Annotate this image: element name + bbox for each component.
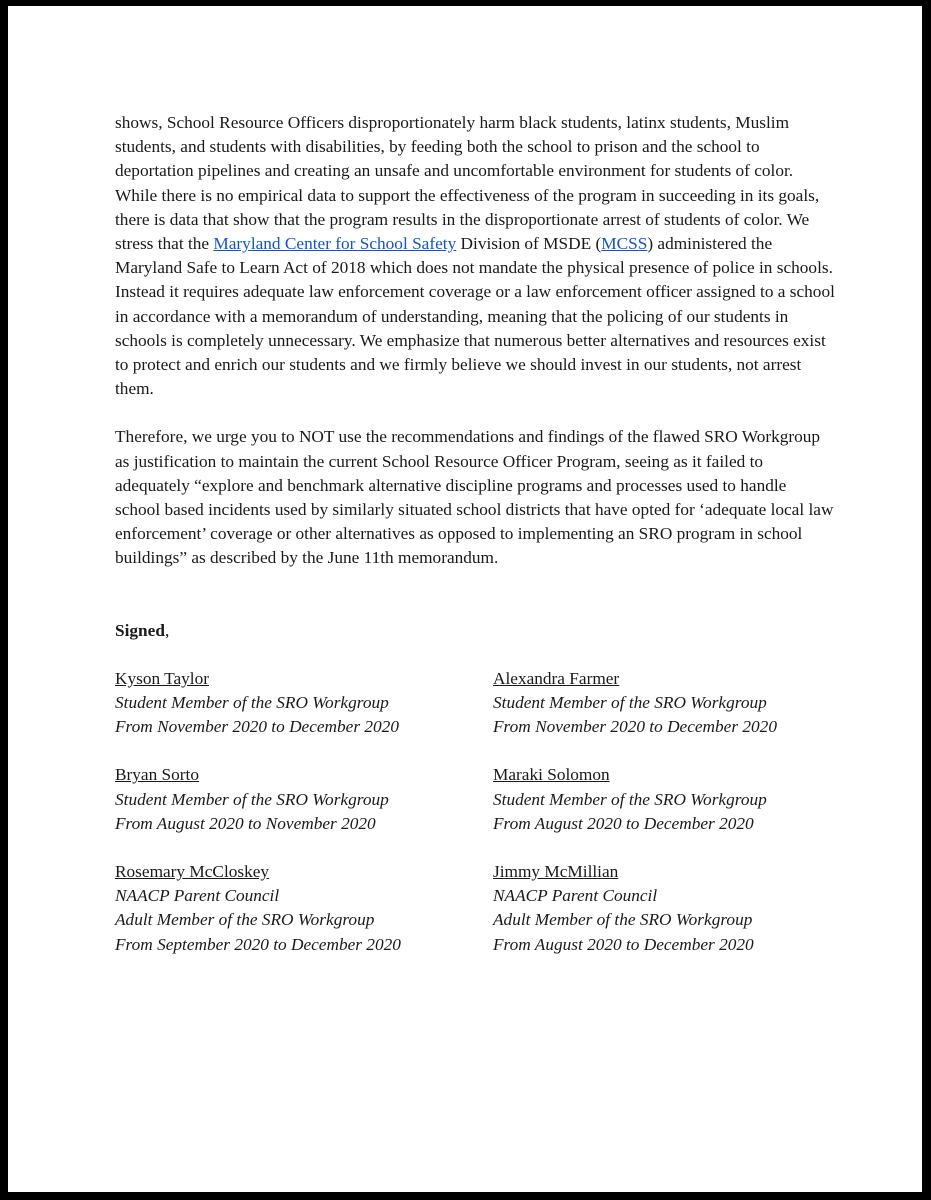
signatory-affiliation: NAACP Parent Council xyxy=(493,886,658,906)
document-page xyxy=(8,6,922,1192)
signatory-name: Alexandra Farmer xyxy=(493,668,620,688)
signatory-block xyxy=(493,763,833,836)
signatory-dates: From August 2020 to December 2020 xyxy=(493,813,754,833)
signatory-name: Maraki Solomon xyxy=(493,765,610,785)
signatory-role: Student Member of the SRO Workgroup xyxy=(115,693,389,713)
signed-label xyxy=(115,619,835,643)
signatory-block xyxy=(115,667,493,740)
signatory-block xyxy=(493,860,833,957)
mcss-link[interactable]: MCSS xyxy=(601,234,648,254)
signatory-affiliation: NAACP Parent Council xyxy=(115,886,280,906)
maryland-center-for-school-safety-link[interactable]: Maryland Center for School Safety xyxy=(213,234,457,254)
signatory-dates: From November 2020 to December 2020 xyxy=(493,717,777,737)
letter-body xyxy=(115,111,835,957)
signatory-name: Bryan Sorto xyxy=(115,765,200,785)
signatories-grid xyxy=(115,667,835,957)
signatory-name: Rosemary McCloskey xyxy=(115,862,270,882)
signatory-block xyxy=(115,763,493,836)
signatory-role: Student Member of the SRO Workgroup xyxy=(493,693,767,713)
signatory-name: Kyson Taylor xyxy=(115,668,209,688)
signatory-block xyxy=(115,860,493,957)
signatory-block xyxy=(493,667,833,740)
paragraph-1-text-a: shows, School Resource Officers disproportionately harm black students, latinx students, Muslim students, and students with disabilities, by feeding both the school to prison and the school to deportation pipelines and creating an unsafe and uncomfortable environment for students of color. While there is no empirical data to support the effectiveness of the program in succeeding in its goals, there is data that show that the program results in the disproportionate arrest of students of color. We stress that the xyxy=(115,113,820,254)
signatory-dates: From August 2020 to December 2020 xyxy=(493,934,754,954)
signatory-role: Student Member of the SRO Workgroup xyxy=(115,789,389,809)
paragraph-1-text-c: ) administered the Maryland Safe to Learn Act of 2018 which does not mandate the physical presence of police in schools. Instead it requires adequate law enforcement coverage or a law enforcement officer assigned to a school in accordance with a memorandum of understanding, meaning that the policing of our students in schools is completely unnecessary. We emphasize that numerous better alternatives and resources exist to protect and enrich our students and we firmly believe we should invest in our students, not arrest them. xyxy=(115,234,835,399)
signed-label-punct: , xyxy=(164,620,170,640)
signatory-role: Adult Member of the SRO Workgroup xyxy=(493,910,753,930)
paragraph-1 xyxy=(115,111,835,401)
signatory-dates: From November 2020 to December 2020 xyxy=(115,717,399,737)
signatory-dates: From September 2020 to December 2020 xyxy=(115,934,401,954)
paragraph-2: Therefore, we urge you to NOT use the recommendations and findings of the flawed SRO Workgroup as justification to maintain the current School Resource Officer Program, seeing as it failed to adequately “explore and benchmark alternative discipline programs and processes used to handle school based incidents used by similarly situated school districts that have opted for ‘adequate local law enforcement’ coverage or other alternatives as opposed to implementing an SRO program in school buildings” as described by the June 11th memorandum. xyxy=(115,427,834,568)
signatory-dates: From August 2020 to November 2020 xyxy=(115,813,376,833)
signatory-name: Jimmy McMillian xyxy=(493,862,619,882)
signatory-role: Student Member of the SRO Workgroup xyxy=(493,789,767,809)
signed-label-text: Signed xyxy=(115,620,165,640)
signatory-role: Adult Member of the SRO Workgroup xyxy=(115,910,375,930)
paragraph-1-text-b: Division of MSDE ( xyxy=(456,234,602,254)
